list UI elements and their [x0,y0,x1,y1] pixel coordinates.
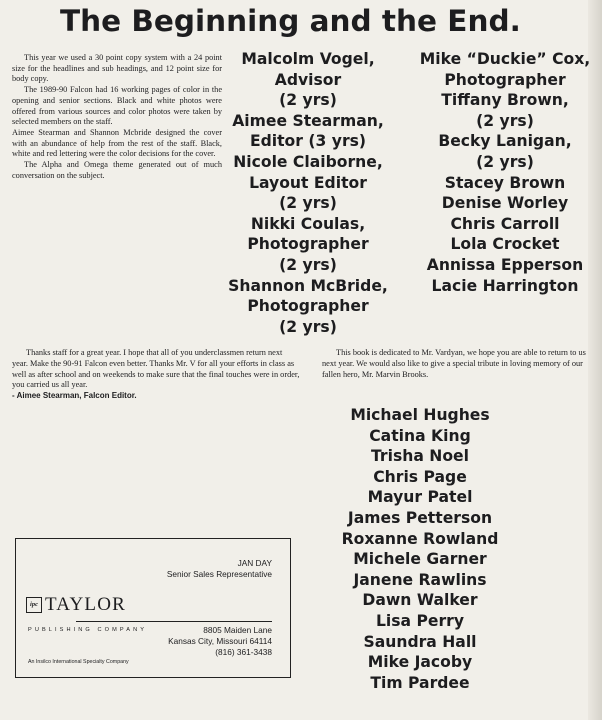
intro-paragraph: The 1989-90 Falcon had 16 working pages of color in the opening and senior sections. Black and white photos were offered from various sources and color photos were taken by selected members on the staff. [12,85,222,127]
staff-credit-line: Layout Editor [249,173,367,192]
staff-credit-line: Annissa Epperson [426,255,584,274]
logo-wordmark: TAYLOR [45,594,126,615]
staff-credit-line: James Petterson [347,508,493,527]
rep-title: Senior Sales Representative [166,569,272,579]
address-line: 8805 Maiden Lane [203,625,272,635]
staff-credit-line: Saundra Hall [363,632,477,651]
ipc-logo-icon: ipc [26,597,42,613]
staff-credit-line: Dawn Walker [362,591,478,610]
staff-credit-line: Tim Pardee [370,673,470,692]
staff-credit-line: (2 yrs) [476,152,534,171]
thanks-text: Thanks staff for a great year. I hope that all of you underclassmen return next year. Make the 90-91 Falcon even better. Thanks Mr. V for all your efforts in class as well as after school and on weekends to make sure that the final touches were in order, you carried us all year. [12,348,300,390]
staff-credit-line: (2 yrs) [279,194,337,213]
staff-credit-line: (2 yrs) [279,91,337,110]
publisher-ad [15,538,291,678]
staff-credit-line: Roxanne Rowland [341,529,499,548]
intro-paragraph: Aimee Stearman and Shannon Mcbride designed the cover with an abundance of help from the rest of the staff. Black, white and red lettering were the color decisions for the cover. [12,127,222,159]
staff-credit-line: Mayur Patel [367,488,473,507]
staff-credit-line: Nicole Claiborne, [233,152,383,171]
staff-credit-line: (2 yrs) [279,317,337,336]
company-address [168,625,272,658]
dedication [322,348,594,380]
staff-credit-line: Malcolm Vogel, [241,50,375,68]
editor-thanks [12,348,300,402]
staff-credit-line: (2 yrs) [279,255,337,274]
intro-paragraph: This year we used a 30 point copy system with a 24 point size for the headlines and sub headings, and 12 point size for body copy. [12,53,222,84]
staff-credit-line: Chris Carroll [450,214,560,233]
staff-list-right [414,49,596,296]
staff-credit-line: Photographer [247,235,369,254]
sales-rep [167,558,272,580]
staff-credit-line: (2 yrs) [476,111,534,130]
staff-credit-line: Catina King [369,426,471,445]
staff-credit-line: Michael Hughes [350,406,490,424]
staff-credit-line: Lisa Perry [375,611,465,630]
rep-name: JAN DAY [237,558,272,568]
staff-credit-line: Denise Worley [441,194,569,213]
staff-list-bottom [320,405,520,693]
staff-credit-line: Advisor [274,70,342,89]
staff-credit-line: Nikki Coulas, [250,214,366,233]
staff-credit-line: Photographer [247,297,369,316]
staff-credit-line: Shannon McBride, [228,276,388,295]
dedication-text: This book is dedicated to Mr. Vardyan, we hope you are able to return to us next year. We would also like to give a special tribute in loving memory of our fallen hero, Mr. Marvin Brooks. [322,348,586,379]
staff-credit-line: Tiffany Brown, [441,91,569,110]
page-title: The Beginning and the End. [60,4,521,38]
staff-credit-line: Photographer [444,70,566,89]
staff-credit-line: Michele Garner [353,550,487,569]
staff-credit-line: Editor (3 yrs) [249,132,367,151]
intro-paragraph: The Alpha and Omega theme generated out of much conversation on the subject. [12,160,222,180]
taylor-logo [26,595,126,614]
staff-credit-line: Lola Crocket [450,235,560,254]
staff-credit-line: Chris Page [373,467,467,486]
staff-credit-line: Janene Rawlins [353,570,487,589]
staff-credit-line: Lacie Harrington [431,276,579,295]
staff-credit-line: Becky Lanigan, [438,132,572,151]
staff-credit-line: Stacey Brown [444,173,566,192]
staff-credit-line: Mike “Duckie” Cox, [419,50,591,68]
staff-list-left [218,49,398,337]
company-name: PUBLISHING COMPANY [28,627,148,633]
staff-credit-line: Aimee Stearman, [232,111,384,130]
logo-rule [76,621,272,622]
staff-credit-line: Trisha Noel [371,447,469,466]
editor-signature: - Aimee Stearman, Falcon Editor. [12,391,137,401]
phone-number: (816) 361-3438 [215,647,272,657]
intro-text [12,53,222,181]
staff-credit-line: Mike Jacoby [367,653,473,672]
parent-company: An Insilco International Specialty Company [28,659,129,665]
address-line: Kansas City, Missouri 64114 [168,636,272,646]
